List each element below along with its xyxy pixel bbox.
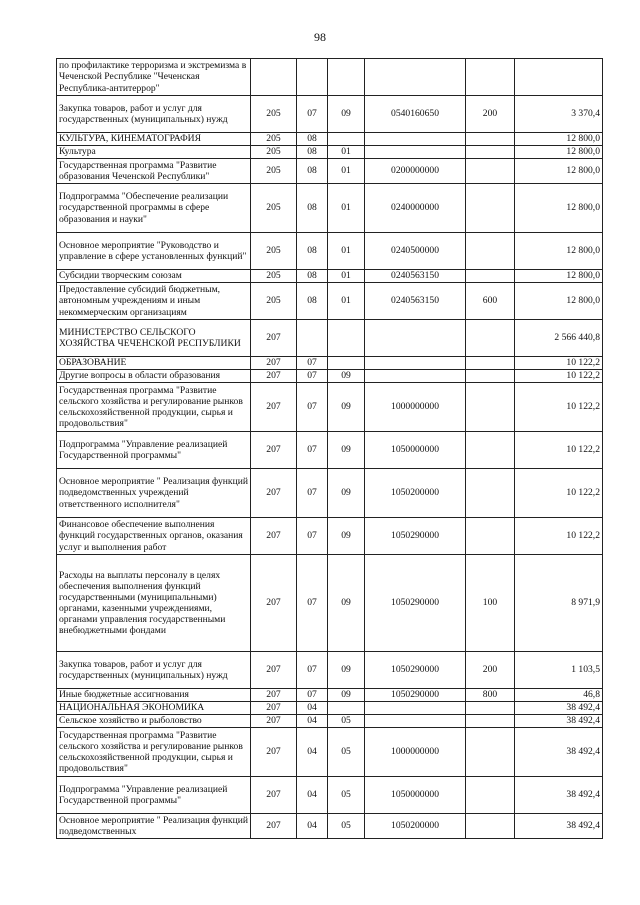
- row-target-article-code: 0240563150: [365, 283, 466, 320]
- row-section-code: [297, 59, 328, 96]
- table-row: [57, 357, 603, 370]
- row-target-article-code: 0240563150: [365, 270, 466, 283]
- row-section-code: 07: [297, 432, 328, 469]
- row-expense-type-code: [466, 432, 515, 469]
- row-subsection-code: [328, 702, 365, 715]
- row-target-article-code: [365, 357, 466, 370]
- row-target-article-code: [365, 133, 466, 146]
- row-section-code: 07: [297, 652, 328, 689]
- row-amount: 12 800,0: [515, 184, 603, 233]
- row-name: Государственная программа "Развитие образования Чеченской Республики": [57, 159, 251, 184]
- row-subsection-code: 09: [328, 652, 365, 689]
- row-target-article-code: [365, 320, 466, 357]
- row-ministry-code: 207: [251, 370, 297, 383]
- row-name: Подпрограмма "Управление реализацией Государственной программы": [57, 432, 251, 469]
- row-ministry-code: 207: [251, 777, 297, 814]
- row-name: Государственная программа "Развитие сельского хозяйства и регулирование рынков сельскохозяйственной продукции, сырья и продовольствия": [57, 383, 251, 432]
- row-amount: 12 800,0: [515, 233, 603, 270]
- row-ministry-code: 207: [251, 383, 297, 432]
- row-ministry-code: [251, 59, 297, 96]
- row-amount: 12 800,0: [515, 133, 603, 146]
- row-amount: [515, 59, 603, 96]
- row-subsection-code: 05: [328, 715, 365, 728]
- row-target-article-code: 1050000000: [365, 777, 466, 814]
- row-subsection-code: 01: [328, 159, 365, 184]
- row-name: Закупка товаров, работ и услуг для государственных (муниципальных) нужд: [57, 96, 251, 133]
- table-row: [57, 518, 603, 555]
- row-name: Субсидии творческим союзам: [57, 270, 251, 283]
- row-section-code: 04: [297, 814, 328, 839]
- row-target-article-code: [365, 715, 466, 728]
- table-row: [57, 814, 603, 839]
- row-target-article-code: [365, 370, 466, 383]
- row-amount: 10 122,2: [515, 357, 603, 370]
- table-row: [57, 432, 603, 469]
- row-subsection-code: 09: [328, 383, 365, 432]
- row-expense-type-code: [466, 270, 515, 283]
- row-subsection-code: 09: [328, 689, 365, 702]
- row-ministry-code: 205: [251, 270, 297, 283]
- row-subsection-code: 09: [328, 96, 365, 133]
- row-section-code: 04: [297, 715, 328, 728]
- row-ministry-code: 205: [251, 146, 297, 159]
- row-ministry-code: 205: [251, 184, 297, 233]
- row-name: Закупка товаров, работ и услуг для государственных (муниципальных) нужд: [57, 652, 251, 689]
- row-expense-type-code: 200: [466, 96, 515, 133]
- row-ministry-code: 207: [251, 814, 297, 839]
- row-target-article-code: 1050200000: [365, 469, 466, 518]
- row-ministry-code: 205: [251, 233, 297, 270]
- row-amount: 12 800,0: [515, 159, 603, 184]
- budget-table: [56, 58, 603, 839]
- row-name: Основное мероприятие "Руководство и управление в сфере установленных функций": [57, 233, 251, 270]
- row-target-article-code: [365, 702, 466, 715]
- row-expense-type-code: 800: [466, 689, 515, 702]
- row-amount: 1 103,5: [515, 652, 603, 689]
- table-body: [57, 59, 603, 839]
- row-subsection-code: 01: [328, 283, 365, 320]
- row-name: Предоставление субсидий бюджетным, автономным учреждениям и иным некоммерческим организациям: [57, 283, 251, 320]
- table-row: [57, 555, 603, 652]
- row-target-article-code: [365, 146, 466, 159]
- table-row: [57, 689, 603, 702]
- row-target-article-code: 1000000000: [365, 383, 466, 432]
- table-row: [57, 320, 603, 357]
- row-section-code: 08: [297, 283, 328, 320]
- row-ministry-code: 207: [251, 689, 297, 702]
- row-name: КУЛЬТУРА, КИНЕМАТОГРАФИЯ: [57, 133, 251, 146]
- row-amount: 38 492,4: [515, 702, 603, 715]
- table-row: [57, 159, 603, 184]
- table-row: [57, 59, 603, 96]
- row-expense-type-code: [466, 159, 515, 184]
- row-amount: 2 566 440,8: [515, 320, 603, 357]
- row-section-code: 08: [297, 233, 328, 270]
- row-section-code: 07: [297, 357, 328, 370]
- row-expense-type-code: [466, 383, 515, 432]
- table-row: [57, 370, 603, 383]
- row-amount: 46,8: [515, 689, 603, 702]
- row-ministry-code: 205: [251, 283, 297, 320]
- row-subsection-code: 05: [328, 814, 365, 839]
- row-ministry-code: 207: [251, 518, 297, 555]
- row-target-article-code: 1000000000: [365, 728, 466, 777]
- row-subsection-code: [328, 320, 365, 357]
- row-ministry-code: 207: [251, 469, 297, 518]
- row-expense-type-code: [466, 233, 515, 270]
- row-name: Иные бюджетные ассигнования: [57, 689, 251, 702]
- row-expense-type-code: [466, 320, 515, 357]
- row-subsection-code: 09: [328, 555, 365, 652]
- row-name: Основное мероприятие " Реализация функций подведомственных: [57, 814, 251, 839]
- row-target-article-code: 0240000000: [365, 184, 466, 233]
- row-section-code: 04: [297, 728, 328, 777]
- row-ministry-code: 207: [251, 715, 297, 728]
- row-target-article-code: 1050290000: [365, 518, 466, 555]
- row-section-code: 07: [297, 555, 328, 652]
- row-ministry-code: 207: [251, 702, 297, 715]
- row-target-article-code: 1050290000: [365, 689, 466, 702]
- row-subsection-code: 09: [328, 518, 365, 555]
- row-subsection-code: 09: [328, 469, 365, 518]
- row-amount: 38 492,4: [515, 777, 603, 814]
- row-section-code: 08: [297, 133, 328, 146]
- row-target-article-code: 1050290000: [365, 652, 466, 689]
- row-name: Подпрограмма "Обеспечение реализации государственной программы в сфере образования и науки": [57, 184, 251, 233]
- row-expense-type-code: [466, 518, 515, 555]
- row-expense-type-code: [466, 715, 515, 728]
- row-section-code: 08: [297, 184, 328, 233]
- row-ministry-code: 207: [251, 432, 297, 469]
- row-expense-type-code: [466, 184, 515, 233]
- row-expense-type-code: 100: [466, 555, 515, 652]
- row-ministry-code: 207: [251, 728, 297, 777]
- row-subsection-code: 01: [328, 184, 365, 233]
- row-subsection-code: [328, 357, 365, 370]
- row-amount: 10 122,2: [515, 518, 603, 555]
- row-ministry-code: 205: [251, 133, 297, 146]
- row-amount: 12 800,0: [515, 270, 603, 283]
- row-ministry-code: 207: [251, 652, 297, 689]
- table-row: [57, 184, 603, 233]
- row-amount: 10 122,2: [515, 469, 603, 518]
- row-name: МИНИСТЕРСТВО СЕЛЬСКОГО ХОЗЯЙСТВА ЧЕЧЕНСКОЙ РЕСПУБЛИКИ: [57, 320, 251, 357]
- table-row: [57, 728, 603, 777]
- row-expense-type-code: [466, 146, 515, 159]
- row-subsection-code: [328, 59, 365, 96]
- page-number: 98: [314, 30, 326, 44]
- row-section-code: 07: [297, 469, 328, 518]
- row-expense-type-code: [466, 357, 515, 370]
- row-section-code: 07: [297, 689, 328, 702]
- row-expense-type-code: [466, 702, 515, 715]
- row-name: Финансовое обеспечение выполнения функций государственных органов, оказания услуг и выполнения работ: [57, 518, 251, 555]
- row-section-code: 04: [297, 702, 328, 715]
- row-target-article-code: [365, 59, 466, 96]
- row-subsection-code: 09: [328, 370, 365, 383]
- table-row: [57, 702, 603, 715]
- row-section-code: 08: [297, 159, 328, 184]
- row-expense-type-code: 600: [466, 283, 515, 320]
- row-expense-type-code: [466, 814, 515, 839]
- row-subsection-code: [328, 133, 365, 146]
- row-name: Культура: [57, 146, 251, 159]
- row-amount: 12 800,0: [515, 146, 603, 159]
- table-row: [57, 146, 603, 159]
- row-amount: 12 800,0: [515, 283, 603, 320]
- row-section-code: 07: [297, 370, 328, 383]
- row-ministry-code: 207: [251, 320, 297, 357]
- row-expense-type-code: [466, 728, 515, 777]
- row-section-code: 08: [297, 146, 328, 159]
- row-section-code: 04: [297, 777, 328, 814]
- row-subsection-code: 01: [328, 270, 365, 283]
- row-section-code: 08: [297, 270, 328, 283]
- row-name: Государственная программа "Развитие сельского хозяйства и регулирование рынков сельскохозяйственной продукции, сырья и продовольствия": [57, 728, 251, 777]
- row-section-code: 07: [297, 383, 328, 432]
- row-target-article-code: 0540160650: [365, 96, 466, 133]
- row-amount: 38 492,4: [515, 715, 603, 728]
- table-row: [57, 652, 603, 689]
- table-row: [57, 96, 603, 133]
- row-target-article-code: 1050290000: [365, 555, 466, 652]
- row-name: Сельское хозяйство и рыболовство: [57, 715, 251, 728]
- row-subsection-code: 09: [328, 432, 365, 469]
- row-name: НАЦИОНАЛЬНАЯ ЭКОНОМИКА: [57, 702, 251, 715]
- row-ministry-code: 207: [251, 555, 297, 652]
- row-subsection-code: 05: [328, 777, 365, 814]
- row-amount: 38 492,4: [515, 728, 603, 777]
- row-amount: 8 971,9: [515, 555, 603, 652]
- row-name: по профилактике терроризма и экстремизма в Чеченской Республике "Чеченская Республика-антитеррор": [57, 59, 251, 96]
- row-name: Расходы на выплаты персоналу в целях обеспечения выполнения функций государственными (муниципальными) органами, казенными учреждениями, органами управления государственными внебюджетными фондами: [57, 555, 251, 652]
- row-expense-type-code: [466, 59, 515, 96]
- table-row: [57, 777, 603, 814]
- table-row: [57, 283, 603, 320]
- row-name: ОБРАЗОВАНИЕ: [57, 357, 251, 370]
- row-section-code: [297, 320, 328, 357]
- row-expense-type-code: [466, 469, 515, 518]
- row-subsection-code: 01: [328, 146, 365, 159]
- row-expense-type-code: 200: [466, 652, 515, 689]
- table-row: [57, 383, 603, 432]
- row-expense-type-code: [466, 133, 515, 146]
- row-section-code: 07: [297, 518, 328, 555]
- row-target-article-code: 1050200000: [365, 814, 466, 839]
- row-amount: 3 370,4: [515, 96, 603, 133]
- table-row: [57, 469, 603, 518]
- table-row: [57, 715, 603, 728]
- row-name: Другие вопросы в области образования: [57, 370, 251, 383]
- row-target-article-code: 1050000000: [365, 432, 466, 469]
- row-amount: 38 492,4: [515, 814, 603, 839]
- row-name: Подпрограмма "Управление реализацией Государственной программы": [57, 777, 251, 814]
- row-name: Основное мероприятие " Реализация функций подведомственных учреждений ответственного исполнителя": [57, 469, 251, 518]
- row-amount: 10 122,2: [515, 370, 603, 383]
- table-row: [57, 270, 603, 283]
- row-ministry-code: 207: [251, 357, 297, 370]
- row-target-article-code: 0240500000: [365, 233, 466, 270]
- row-amount: 10 122,2: [515, 383, 603, 432]
- row-section-code: 07: [297, 96, 328, 133]
- row-amount: 10 122,2: [515, 432, 603, 469]
- row-ministry-code: 205: [251, 96, 297, 133]
- table-row: [57, 233, 603, 270]
- row-subsection-code: 01: [328, 233, 365, 270]
- row-target-article-code: 0200000000: [365, 159, 466, 184]
- row-ministry-code: 205: [251, 159, 297, 184]
- table-row: [57, 133, 603, 146]
- row-expense-type-code: [466, 370, 515, 383]
- row-expense-type-code: [466, 777, 515, 814]
- row-subsection-code: 05: [328, 728, 365, 777]
